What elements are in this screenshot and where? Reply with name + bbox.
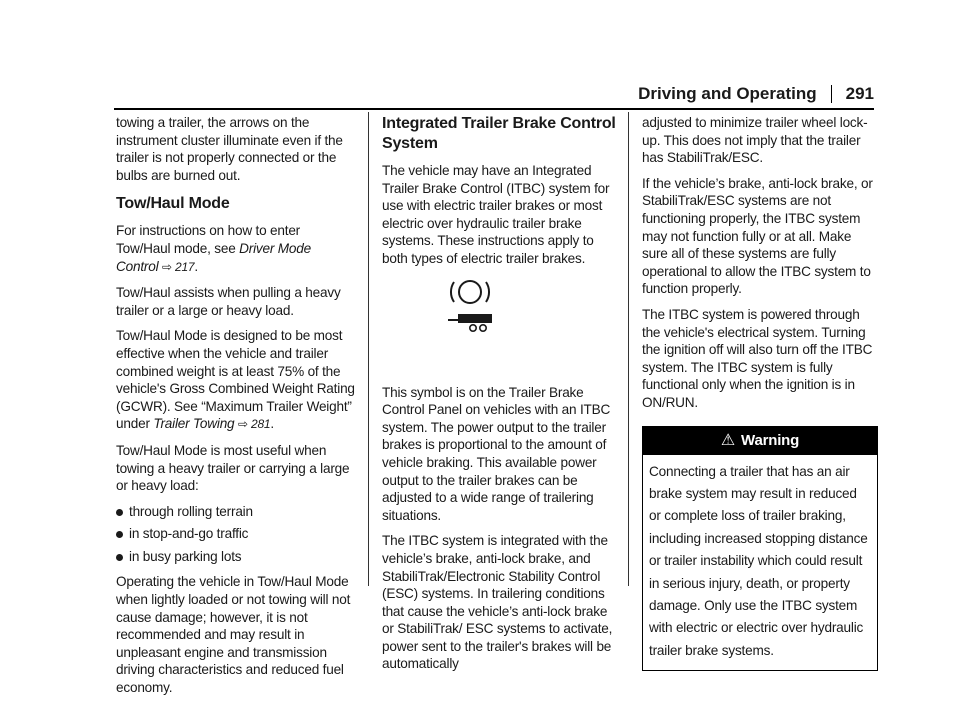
column-divider-2 (628, 112, 629, 586)
paragraph (116, 222, 356, 276)
paragraph: adjusted to minimize trailer wheel lock-up. This does not imply that the trailer has StabiliTrak/ESC. (642, 115, 868, 166)
paragraph: towing a trailer, the arrows on the instrument cluster illuminate even if the trailer is not properly connected or the bulbs are burned out. (116, 115, 343, 183)
section-heading-tow-haul: Tow/Haul Mode (116, 195, 230, 213)
section-heading-itbc: Integrated Trailer Brake Control System (382, 115, 616, 152)
paragraph: The ITBC system is integrated with the vehicle’s brake, anti-lock brake, and StabiliTrak/Electronic Stability Control (ESC) systems. In trailering conditions that cause the vehicle’s anti-lock brake or StabiliTrak/ ESC systems to activate, power sent to the trailer's brakes will be automatically (382, 533, 613, 672)
page-reference[interactable]: ⇨ 281 (238, 417, 271, 432)
list-item: in stop-and-go traffic (116, 525, 356, 543)
paragraph: If the vehicle’s brake, anti-lock brake, or StabiliTrak/ESC systems are not functioning properly, the ITBC system may not function fully or at all. Make sure all of these systems are fully operational to allow the ITBC system to function properly. (642, 175, 873, 297)
paragraph: Operating the vehicle in Tow/Haul Mode when lightly loaded or not towing will not cause damage; however, it is not recommended and may result in unpleasant engine and transmission driving characteristics and reduced fuel economy. (116, 574, 351, 696)
text: . (194, 258, 198, 274)
symbol-figure (382, 276, 618, 374)
warning-body: Connecting a trailer that has an air brake system may result in reduced or complete loss of trailer braking, including increased stopping distance or trailer instability which could result in serious injury, death, or property damage. Only use the ITBC system with electric or electric over hydraulic trailer brake systems. (649, 463, 868, 658)
text: For instructions on how to enter Tow/Haul mode, see (116, 223, 301, 256)
header-divider (831, 85, 832, 103)
trailer-brake-icon (442, 276, 522, 336)
warning-icon: ⚠ (720, 431, 736, 449)
column-divider-1 (368, 112, 369, 586)
header-rule (114, 108, 874, 110)
page-reference[interactable]: ⇨ 217 (162, 259, 195, 274)
warning-header (643, 427, 877, 455)
paragraph: This symbol is on the Trailer Brake Control Panel on vehicles with an ITBC system. The power output to the trailer brakes is proportional to the amount of vehicle braking. This available power output to the trailer brakes can be adjusted to a wide range of trailering situations. (382, 384, 611, 523)
page-number: 291 (845, 84, 874, 103)
warning-box (642, 426, 878, 672)
running-header (638, 84, 874, 104)
list-item: in busy parking lots (116, 548, 356, 566)
paragraph: The ITBC system is powered through the vehicle's electrical system. Turning the ignition off will also turn off the ITBC system. The ITBC system is fully functional only when the ignition is in ON/RUN. (642, 306, 873, 410)
warning-title: Warning (741, 431, 800, 449)
cross-reference-link[interactable]: Driver Mode Control (116, 240, 311, 274)
bullet-list (116, 503, 356, 566)
column-3 (642, 114, 878, 671)
column-1 (116, 114, 356, 705)
text: . (270, 416, 274, 432)
cross-reference-link[interactable]: Trailer Towing (153, 416, 235, 432)
paragraph (116, 327, 356, 434)
paragraph: Tow/Haul assists when pulling a heavy trailer or a large or heavy load. (116, 285, 341, 318)
column-2 (382, 114, 618, 681)
list-item: through rolling terrain (116, 503, 356, 521)
section-title: Driving and Operating (638, 84, 817, 103)
paragraph: The vehicle may have an Integrated Trailer Brake Control (ITBC) system for use with electric trailer brakes or most electric over hydraulic trailer brake systems. These instructions apply to both types of electric trailer brakes. (382, 163, 610, 266)
paragraph: Tow/Haul Mode is most useful when towing a heavy trailer or carrying a large or heavy load: (116, 442, 350, 494)
text: Tow/Haul Mode is designed to be most effective when the vehicle and trailer combined weight is at least 75% of the vehicle's Gross Combined Weight Rating (GCWR). See “Maximum Trailer Weight” under (116, 328, 355, 432)
